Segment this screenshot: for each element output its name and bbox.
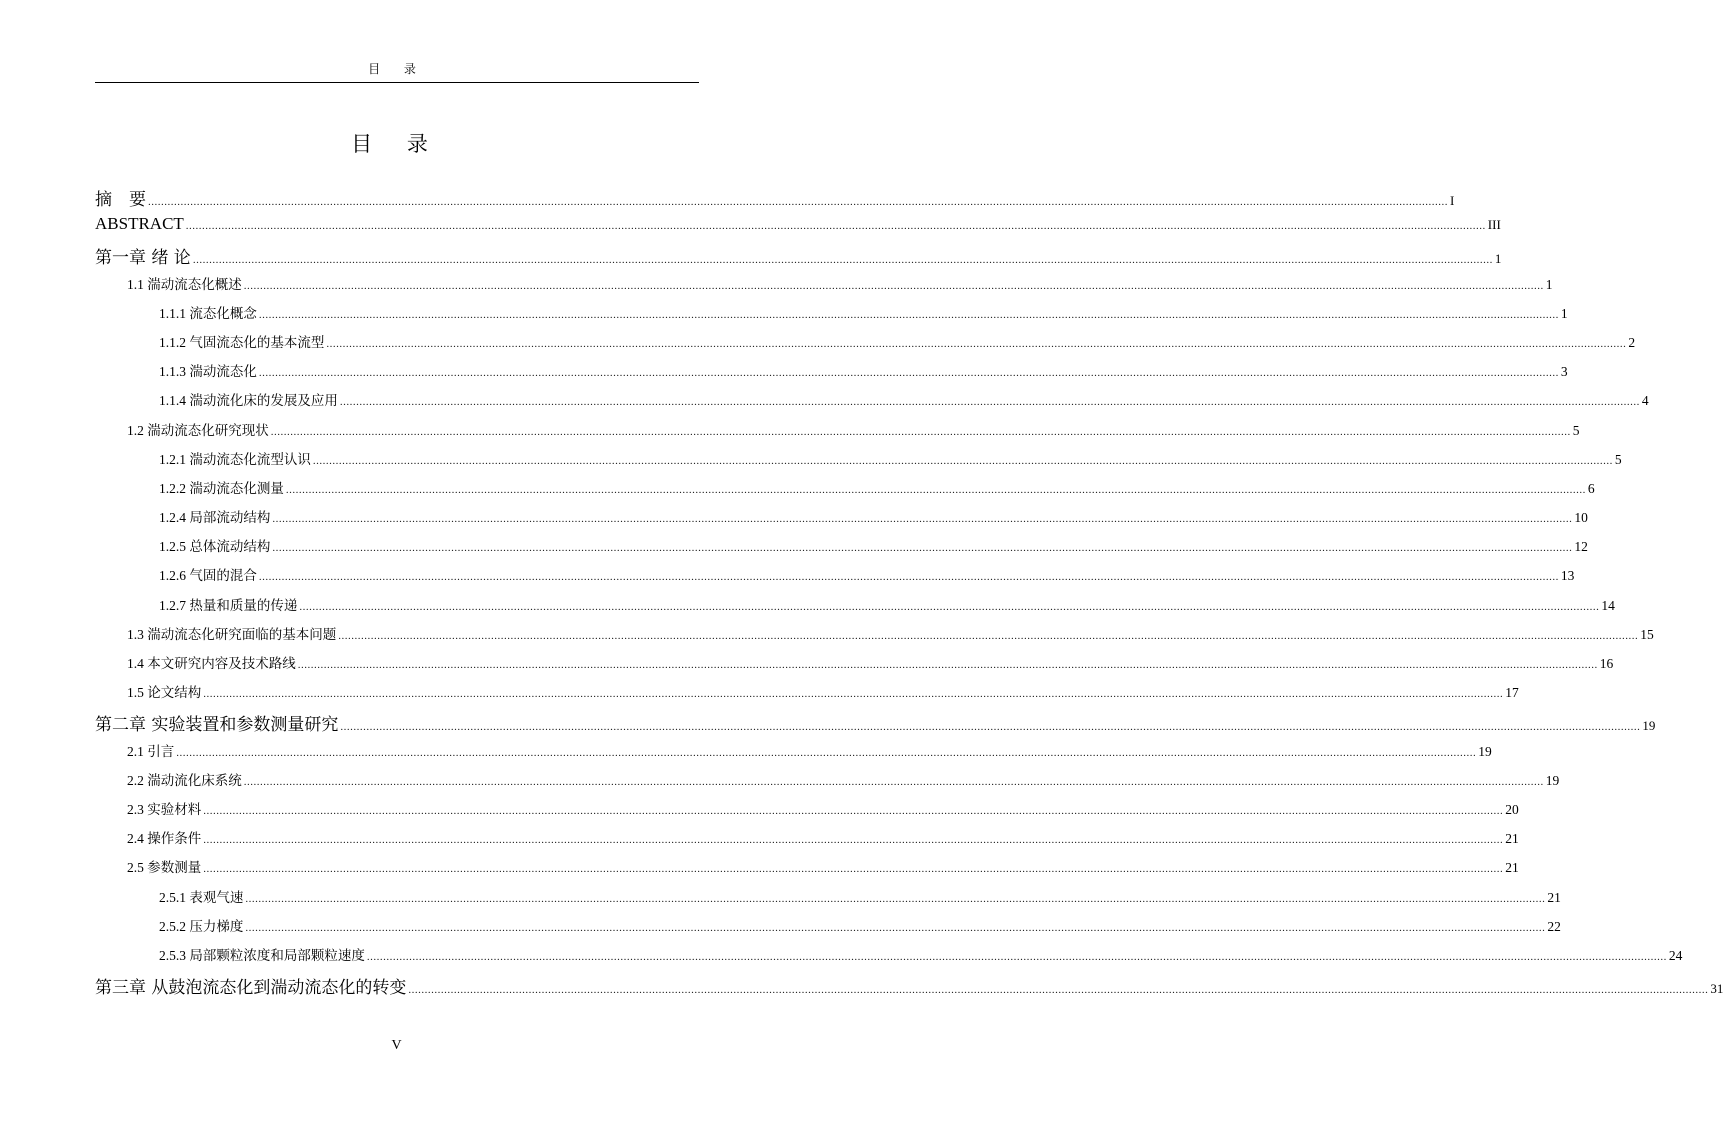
toc-entry-label: 1.1.1 流态化概念 xyxy=(159,305,257,321)
toc-entry-label: 2.5.2 压力梯度 xyxy=(159,918,244,934)
toc-entry-page: 21 xyxy=(1547,889,1561,905)
toc-entry[interactable] xyxy=(95,681,1519,710)
toc-entry-page: 12 xyxy=(1574,539,1588,555)
toc-entry-label: 1.2.7 热量和质量的传递 xyxy=(159,597,298,613)
toc-entry[interactable] xyxy=(95,214,1501,243)
toc-entry[interactable] xyxy=(95,623,1654,652)
toc-entry-page: 13 xyxy=(1560,568,1575,584)
toc-entry-label: 1.2 湍动流态化研究现状 xyxy=(127,422,269,438)
page-number: V xyxy=(391,1038,402,1053)
toc-entry-page: I xyxy=(1450,193,1455,208)
dot-leader: ................................................................................................................................................................................................................................................................................................................................................................................................................ xyxy=(245,892,1546,905)
dot-leader: ................................................................................................................................................................................................................................................................................................................................................................................................................ xyxy=(366,950,1667,963)
toc-entry[interactable] xyxy=(95,652,1614,681)
toc-entry-label: 第三章 从鼓泡流态化到湍动流态化的转变 xyxy=(95,978,407,999)
toc-entry[interactable] xyxy=(95,740,1492,769)
dot-leader: ................................................................................................................................................................................................................................................................................................................................................................................................................ xyxy=(203,834,1504,847)
toc-entry[interactable] xyxy=(95,243,1502,272)
toc-entry-label: 1.1.2 气固流态化的基本流型 xyxy=(159,334,325,350)
toc-entry-page: 19 xyxy=(1478,743,1492,759)
toc-entry-page: 1 xyxy=(1545,276,1553,292)
dot-leader: ................................................................................................................................................................................................................................................................................................................................................................................................................ xyxy=(326,337,1627,350)
toc-entry-page: 16 xyxy=(1599,656,1614,671)
dot-leader: ................................................................................................................................................................................................................................................................................................................................................................................................................ xyxy=(258,308,1559,321)
toc-entry-label: 1.1.4 湍动流化床的发展及应用 xyxy=(159,393,338,409)
toc-entry-label: 1.2.2 湍动流态化测量 xyxy=(159,480,284,496)
dot-leader: ................................................................................................................................................................................................................................................................................................................................................................................................................ xyxy=(272,513,1573,526)
toc-entry[interactable] xyxy=(95,564,1575,593)
toc-entry-label: 第二章 实验装置和参数测量研究 xyxy=(95,715,339,736)
dot-leader: ................................................................................................................................................................................................................................................................................................................................................................................................................ xyxy=(338,629,1639,642)
toc-entry[interactable] xyxy=(95,915,1561,944)
toc-entry-page: 14 xyxy=(1601,597,1615,613)
toc-entry-label: 1.1 湍动流态化概述 xyxy=(127,276,242,292)
toc-entry-page: 1 xyxy=(1560,305,1568,321)
toc-entry[interactable] xyxy=(95,389,1649,418)
header-rule xyxy=(95,82,699,83)
toc-entry[interactable] xyxy=(95,506,1588,535)
page-title: 目 录 xyxy=(351,132,442,156)
toc-entry-label: 1.3 湍动流态化研究面临的基本问题 xyxy=(127,626,337,642)
toc-entry-page: 22 xyxy=(1547,918,1561,934)
toc-entry[interactable] xyxy=(95,710,1656,739)
toc-entry-page: 21 xyxy=(1505,860,1519,876)
dot-leader: ................................................................................................................................................................................................................................................................................................................................................................................................................ xyxy=(203,688,1504,701)
toc-entry-page: 17 xyxy=(1505,685,1519,701)
dot-leader: ................................................................................................................................................................................................................................................................................................................................................................................................................ xyxy=(203,863,1504,876)
toc-entry[interactable] xyxy=(95,273,1553,302)
toc-entry[interactable] xyxy=(95,827,1519,856)
toc-entry-label: 2.4 操作条件 xyxy=(127,831,202,847)
toc-entry-label: 1.5 论文结构 xyxy=(127,685,202,701)
toc-entry-label: 2.1 引言 xyxy=(127,743,175,759)
toc-entry[interactable] xyxy=(95,944,1683,973)
toc-entry[interactable] xyxy=(95,419,1580,448)
dot-leader: ................................................................................................................................................................................................................................................................................................................................................................................................................ xyxy=(185,220,1486,233)
toc-entry[interactable] xyxy=(95,594,1615,623)
toc-entry-page: III xyxy=(1487,217,1501,233)
dot-leader: ................................................................................................................................................................................................................................................................................................................................................................................................................ xyxy=(176,746,1477,759)
toc-entry[interactable] xyxy=(95,360,1568,389)
toc-entry-page: 20 xyxy=(1505,801,1519,817)
toc-entry-page: 2 xyxy=(1628,334,1636,350)
toc-entry-label: 1.1.3 湍动流态化 xyxy=(159,364,257,380)
dot-leader: ................................................................................................................................................................................................................................................................................................................................................................................................................ xyxy=(203,804,1504,817)
dot-leader: ................................................................................................................................................................................................................................................................................................................................................................................................................ xyxy=(270,425,1571,438)
dot-leader: ................................................................................................................................................................................................................................................................................................................................................................................................................ xyxy=(312,454,1613,467)
toc-entry-page: 5 xyxy=(1572,422,1580,438)
dot-leader: ................................................................................................................................................................................................................................................................................................................................................................................................................ xyxy=(272,542,1573,555)
toc-entry[interactable] xyxy=(95,886,1561,915)
toc-entry-label: 2.3 实验材料 xyxy=(127,801,202,817)
toc-entry-page: 19 xyxy=(1642,718,1656,734)
dot-leader: ................................................................................................................................................................................................................................................................................................................................................................................................................ xyxy=(339,396,1640,409)
toc-entry[interactable] xyxy=(95,973,1723,1002)
toc-entry-page: 21 xyxy=(1505,831,1519,847)
dot-leader: ................................................................................................................................................................................................................................................................................................................................................................................................................ xyxy=(192,254,1493,267)
dot-leader: ................................................................................................................................................................................................................................................................................................................................................................................................................ xyxy=(258,571,1559,584)
toc-entry[interactable] xyxy=(95,769,1560,798)
toc-entry-page: 3 xyxy=(1560,364,1568,380)
dot-leader: ................................................................................................................................................................................................................................................................................................................................................................................................................ xyxy=(243,775,1544,788)
dot-leader: ................................................................................................................................................................................................................................................................................................................................................................................................................ xyxy=(340,721,1641,734)
dot-leader: ................................................................................................................................................................................................................................................................................................................................................................................................................ xyxy=(243,279,1544,292)
toc-entry-label: 1.2.5 总体流动结构 xyxy=(159,539,271,555)
toc-entry-page: 31 xyxy=(1710,981,1723,997)
toc-entry-page: 10 xyxy=(1574,510,1588,526)
toc-entry-label: 2.5 参数测量 xyxy=(127,860,202,876)
toc-entry-label: 1.2.6 气固的混合 xyxy=(159,568,257,584)
toc-entry-page: 5 xyxy=(1614,451,1622,467)
dot-leader: ................................................................................................................................................................................................................................................................................................................................................................................................................ xyxy=(297,659,1598,671)
toc-entry[interactable] xyxy=(95,477,1595,506)
toc-entry[interactable] xyxy=(95,448,1622,477)
toc-entry[interactable] xyxy=(95,856,1519,885)
toc-entry-label: 第一章 绪 论 xyxy=(95,248,191,269)
toc-entry[interactable] xyxy=(95,185,1455,214)
toc-entry[interactable] xyxy=(95,798,1519,827)
toc-entry-label: 1.2.4 局部流动结构 xyxy=(159,510,271,526)
toc-entry-page: 1 xyxy=(1494,251,1502,267)
toc-entry-label: 2.2 湍动流化床系统 xyxy=(127,772,242,788)
toc-entry-page: 4 xyxy=(1641,393,1649,409)
toc-list xyxy=(95,185,1723,1002)
toc-entry[interactable] xyxy=(95,331,1636,360)
toc-entry-label: 2.5.3 局部颗粒浓度和局部颗粒速度 xyxy=(159,947,365,963)
toc-entry-page: 15 xyxy=(1640,626,1654,642)
toc-entry-page: 6 xyxy=(1587,480,1595,496)
running-header: 目 录 xyxy=(368,62,426,76)
toc-entry-label: 1.2.1 湍动流态化流型认识 xyxy=(159,451,311,467)
toc-entry-label: ABSTRACT xyxy=(95,214,184,234)
toc-entry-page: 24 xyxy=(1668,947,1683,963)
dot-leader: ................................................................................................................................................................................................................................................................................................................................................................................................................ xyxy=(408,984,1709,997)
toc-entry-page: 19 xyxy=(1545,772,1560,788)
toc-entry[interactable] xyxy=(95,302,1568,331)
dot-leader: ................................................................................................................................................................................................................................................................................................................................................................................................................ xyxy=(245,921,1546,934)
toc-entry-label: 摘 要 xyxy=(95,190,146,210)
toc-entry-label: 2.5.1 表观气速 xyxy=(159,889,244,905)
dot-leader: ................................................................................................................................................................................................................................................................................................................................................................................................................ xyxy=(258,367,1559,380)
dot-leader: ................................................................................................................................................................................................................................................................................................................................................................................................................ xyxy=(285,483,1586,496)
dot-leader: ................................................................................................................................................................................................................................................................................................................................................................................................................ xyxy=(148,196,1448,208)
toc-entry-label: 1.4 本文研究内容及技术路线 xyxy=(127,656,296,671)
dot-leader: ................................................................................................................................................................................................................................................................................................................................................................................................................ xyxy=(299,600,1600,613)
toc-entry[interactable] xyxy=(95,535,1588,564)
